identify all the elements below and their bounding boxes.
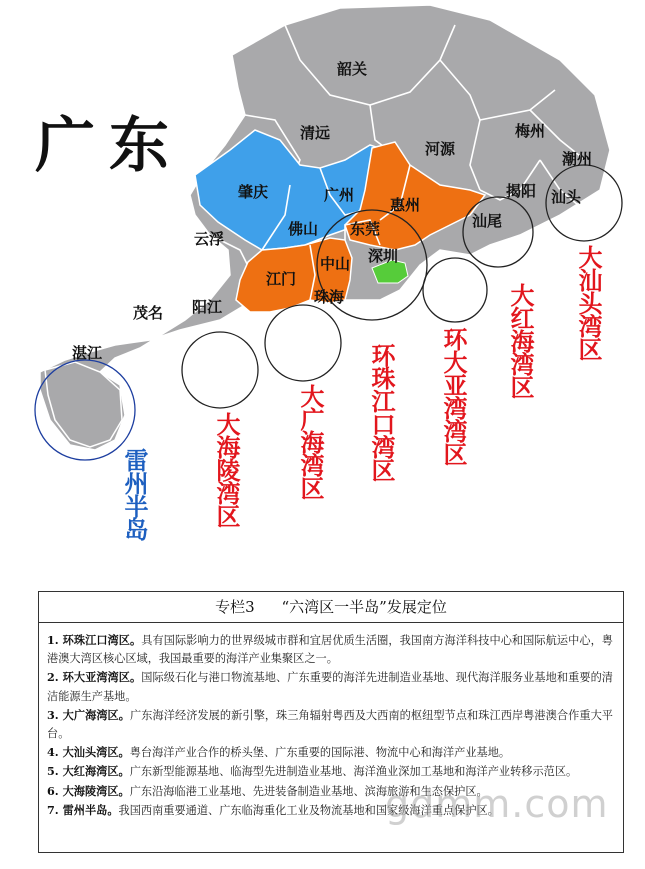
item-lead: 5. 大红海湾区。 — [47, 764, 130, 779]
box-header — [39, 592, 623, 623]
city-label-heyuan: 河源 — [425, 140, 456, 158]
item-text: 我国西南重要通道、广东临海重化工业及物流基地和国家级海洋重点保护区。 — [118, 803, 499, 817]
city-label-jiangmen: 江门 — [266, 270, 297, 288]
item-lead: 2. 环大亚湾湾区。 — [47, 670, 142, 685]
leizhou-peninsula — [45, 362, 122, 447]
city-label-qingyuan: 清远 — [300, 124, 331, 142]
city-label-zhaoqing: 肇庆 — [238, 183, 269, 201]
map-title: 广东 — [35, 111, 183, 181]
bay-label-huanzhujiang: 环珠江口湾区 — [367, 343, 395, 481]
circle-dagguanghai — [265, 305, 341, 381]
city-label-jieyang: 揭阳 — [506, 182, 537, 200]
city-label-shantou: 汕头 — [551, 188, 582, 206]
box-header-tag: 专栏3 — [215, 598, 255, 616]
item-text: 国际级石化与港口物流基地、广东重要的海洋先进制造业基地、现代海洋服务业基地和重要的清洁能源生产基地。 — [47, 671, 613, 703]
box-header-title: “六湾区一半岛”发展定位 — [281, 598, 447, 616]
item-text: 广东新型能源基地、临海型先进制造业基地、海洋渔业深加工基地和海洋产业转移示范区。 — [129, 765, 578, 779]
city-label-guangzhou: 广州 — [324, 186, 355, 204]
city-label-zhuhai: 珠海 — [314, 288, 345, 306]
city-label-maoming: 茂名 — [133, 304, 164, 322]
bay-label-leizhou: 雷州半岛 — [120, 448, 148, 540]
watermark: gdmm.com — [385, 782, 609, 826]
bay-label-dashantou: 大汕头湾区 — [574, 245, 602, 360]
city-label-yangjiang: 阳江 — [192, 298, 223, 316]
city-label-shanwei: 汕尾 — [472, 212, 503, 230]
city-label-chaozhou: 潮州 — [562, 150, 593, 168]
positioning-item — [47, 631, 613, 668]
item-lead: 7. 雷州半岛。 — [47, 802, 119, 817]
positioning-item — [47, 706, 613, 743]
city-label-huizhou: 惠州 — [390, 196, 421, 214]
item-text: 广东海洋经济发展的新引擎，珠三角辐射粤西及大西南的枢纽型节点和珠江西岸粤港澳合作重大平台。 — [47, 708, 613, 741]
city-label-foshan: 佛山 — [288, 220, 319, 238]
bay-label-huandaya: 环大亚湾湾区 — [439, 327, 467, 465]
item-lead: 4. 大汕头湾区。 — [47, 745, 130, 760]
item-text: 具有国际影响力的世界级城市群和宜居优质生活圈，我国南方海洋科技中心和国际航运中心，粤港澳大湾区核心区域，我国最重要的海洋产业集聚区之一。 — [47, 634, 613, 666]
bay-label-dagguanghai: 大广海湾区 — [296, 384, 324, 499]
city-label-shenzhen: 深圳 — [368, 247, 399, 265]
positioning-item — [47, 668, 613, 705]
item-lead: 1. 环珠江口湾区。 — [47, 633, 142, 647]
city-label-shaoguan: 韶关 — [337, 60, 368, 78]
city-label-zhongshan: 中山 — [320, 255, 351, 273]
bay-label-dahonghai: 大红海湾区 — [506, 283, 534, 398]
item-text: 广东沿海临港工业基地、先进装备制造业基地、滨海旅游和生态保护区。 — [129, 784, 488, 798]
positioning-item — [47, 762, 613, 781]
bay-label-dahailing: 大海陵湾区 — [212, 412, 240, 527]
city-label-yunfu: 云浮 — [194, 230, 225, 248]
item-lead: 6. 大海陵湾区。 — [47, 783, 130, 798]
city-label-dongguan: 东莞 — [350, 220, 381, 238]
positioning-item — [47, 743, 613, 762]
item-lead: 3. 大广海湾区。 — [47, 707, 131, 722]
city-label-meizhou: 梅州 — [515, 122, 546, 140]
city-label-zhanjiang: 湛江 — [72, 344, 103, 362]
circle-huandaya — [423, 258, 487, 322]
circle-dahailing — [182, 332, 258, 408]
item-text: 粤台海洋产业合作的桥头堡、广东重要的国际港、物流中心和海洋产业基地。 — [129, 746, 511, 760]
